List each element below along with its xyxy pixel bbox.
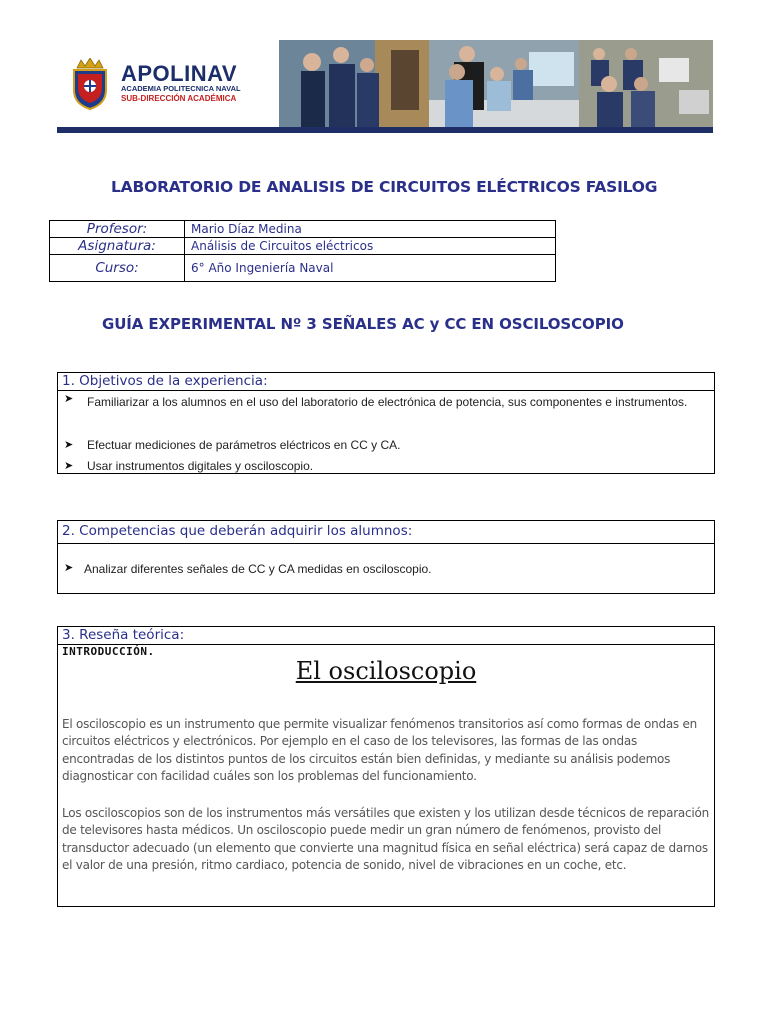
list-item — [58, 544, 714, 592]
bullet-text: Familiarizar a los alumnos en el uso del laboratorio de electrónica de potencia, sus componentes e instrumentos. — [87, 395, 688, 409]
section-heading: 3. Reseña teórica: — [58, 627, 714, 645]
bullet-text: Analizar diferentes señales de CC y CA medidas en osciloscopio. — [84, 562, 432, 576]
competencies-section — [57, 520, 715, 594]
paragraph: Los osciloscopios son de los instrumentos más versátiles que existen y los utilizan desde técnicos de reparación de televisores hasta médicos. Un osciloscopio puede medir un gran número de fenómenos, provisto del transductor adecuado (un elemento que convierte una magnitud física en señal eléctrica) será capaz de darnos el valor de una presión, ritmo cardiaco, potencia de sonido, nivel de vibraciones en un coche, etc. — [62, 806, 709, 872]
table-row — [50, 221, 556, 238]
page-header — [57, 38, 713, 133]
info-value: 6° Año Ingeniería Naval — [185, 255, 556, 282]
guide-title: GUÍA EXPERIMENTAL Nº 3 SEÑALES AC y CC EN OSCILOSCOPIO — [102, 315, 624, 333]
bullet-text: Efectuar mediciones de parámetros eléctricos en CC y CA. — [87, 438, 401, 452]
arrow-bullet-icon: ➤ — [64, 393, 74, 405]
info-value: Mario Díaz Medina — [185, 221, 556, 238]
arrow-bullet-icon: ➤ — [64, 439, 74, 451]
info-label: Curso: — [50, 255, 185, 282]
academy-crest-logo — [71, 58, 109, 110]
brand-name: APOLINAV — [121, 61, 238, 86]
list-item — [58, 457, 714, 473]
section-heading: 2. Competencias que deberán adquirir los alumnos: — [58, 521, 714, 544]
page-title: LABORATORIO DE ANALISIS DE CIRCUITOS ELÉCTRICOS FASILOG — [111, 178, 658, 196]
info-label: Profesor: — [50, 221, 185, 238]
info-value: Análisis de Circuitos eléctricos — [185, 238, 556, 255]
theory-section — [57, 626, 715, 907]
header-photo-collage — [279, 40, 713, 128]
bullet-text: Usar instrumentos digitales y osciloscopio. — [87, 459, 314, 473]
course-info-table — [49, 220, 556, 282]
list-item — [58, 435, 714, 457]
table-row — [50, 255, 556, 282]
list-item — [58, 391, 714, 435]
paragraph: El osciloscopio es un instrumento que permite visualizar fenómenos transitorios así como formas de ondas en circuitos eléctricos y electrónicos. Por ejemplo en el caso de los televisores, las formas de las ondas encontradas de los distintos puntos de los circuitos están bien definidas, y mediante su análisis podemos diagnosticar con facilidad cuáles son los problemas del funcionamiento. — [62, 717, 697, 783]
objectives-section — [57, 372, 715, 474]
brand-subtitle-academy: ACADEMIA POLITECNICA NAVAL — [121, 84, 241, 93]
section-heading: 1. Objetivos de la experiencia: — [58, 373, 714, 391]
arrow-bullet-icon: ➤ — [64, 562, 74, 574]
brand-subtitle-direction: SUB-DIRECCIÓN ACADÉMICA — [121, 94, 237, 103]
header-divider — [57, 127, 713, 133]
table-row — [50, 238, 556, 255]
intro-label: INTRODUCCIÓN. — [62, 645, 155, 658]
arrow-bullet-icon: ➤ — [64, 460, 74, 472]
article-title: El osciloscopio — [295, 657, 477, 685]
info-label: Asignatura: — [50, 238, 185, 255]
